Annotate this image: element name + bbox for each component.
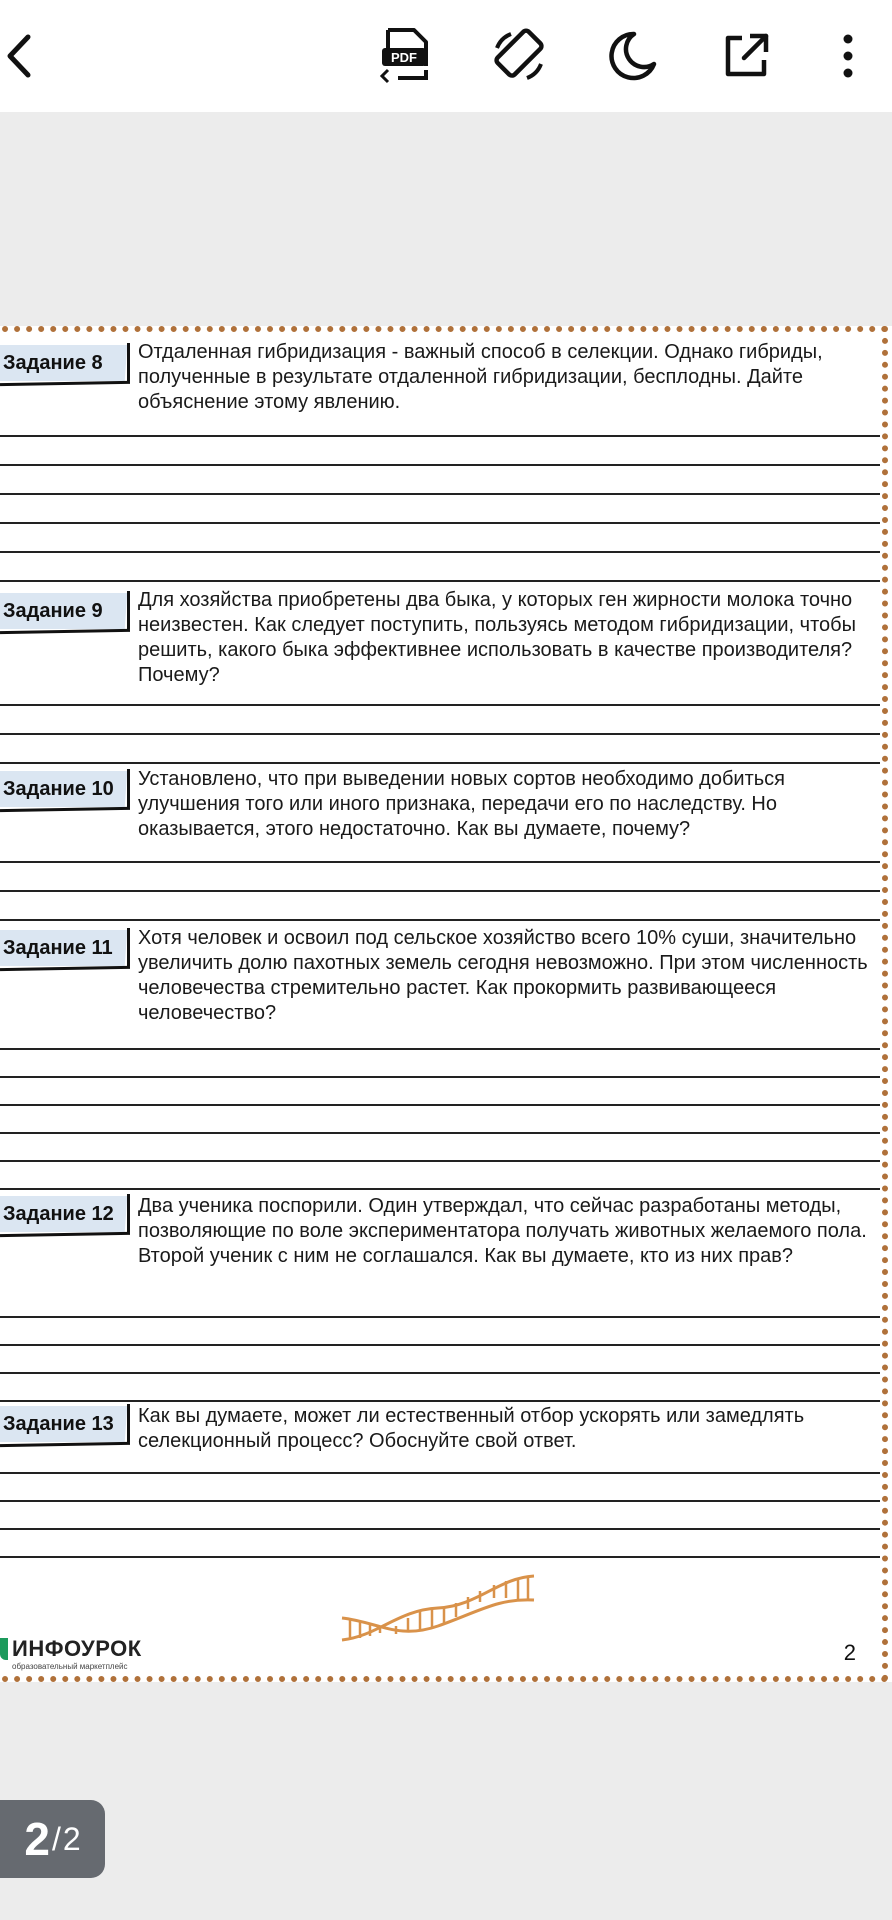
answer-line (0, 890, 880, 892)
task-label-text: Задание 10 (3, 777, 114, 800)
answer-line (0, 1076, 880, 1078)
top-toolbar (0, 0, 892, 112)
task-text-9: Для хозяйства приобретены два быка, у которых ген жирности молока точно неизвестен. Как следует поступить, пользуясь методом гибридизации, чтобы решить, какого быка эффективнее использовать в качестве производителя? Почему? (138, 589, 856, 686)
task-text-12: Два ученика поспорили. Один утверждал, что сейчас разработаны методы, позволяющие по воле экспериментатора получать животных желаемого пола. Второй ученик с ним не соглашался. Как вы думаете, кто из них прав? (138, 1195, 867, 1267)
rotate-screen-icon (489, 26, 549, 86)
back-button[interactable] (0, 16, 60, 96)
answer-line (0, 435, 880, 437)
moon-icon (604, 28, 660, 84)
document-page[interactable] (0, 326, 892, 1682)
answer-line (0, 1048, 880, 1050)
page-number: 2 (843, 1640, 856, 1665)
task-label-13 (0, 1404, 130, 1444)
current-page: 2 (24, 1813, 50, 1865)
answer-line (0, 464, 880, 466)
answer-line (0, 580, 880, 582)
answer-line (0, 551, 880, 553)
answer-line (0, 1528, 880, 1530)
task-label-text: Задание 11 (3, 936, 113, 959)
answer-line (0, 1472, 880, 1474)
page-indicator[interactable] (0, 1800, 105, 1878)
answer-line (0, 1316, 880, 1318)
chevron-left-icon (0, 31, 40, 81)
task-label-text: Задание 12 (3, 1202, 114, 1225)
task-label-10 (0, 769, 130, 809)
task-label-12 (0, 1194, 130, 1234)
task-label-11 (0, 928, 130, 968)
infourok-logo (0, 1636, 200, 1680)
open-external-icon (720, 30, 772, 82)
task-label-text: Задание 13 (3, 1412, 114, 1435)
task-label-text: Задание 8 (3, 351, 103, 374)
task-label-8 (0, 343, 130, 383)
answer-line (0, 861, 880, 863)
rotate-button[interactable] (479, 16, 559, 96)
answer-line (0, 1344, 880, 1346)
more-button[interactable] (808, 16, 888, 96)
task-text-11: Хотя человек и освоил под сельское хозяйство всего 10% суши, значительно увеличить долю пахотных земель сегодня невозможно. При этом численность человечества стремительно растет. Как прокормить развивающееся человечество? (138, 927, 868, 1024)
task-text-13: Как вы думаете, может ли естественный отбор ускорять или замедлять селекционный процесс? Обоснуйте свой ответ. (138, 1405, 805, 1452)
answer-line (0, 1188, 880, 1190)
answer-line (0, 1500, 880, 1502)
answer-line (0, 522, 880, 524)
answer-line (0, 493, 880, 495)
open-external-button[interactable] (706, 16, 786, 96)
task-label-text: Задание 9 (3, 599, 103, 622)
night-mode-button[interactable] (592, 16, 672, 96)
task-text-8: Отдаленная гибридизация - важный способ в селекции. Однако гибриды, полученные в результате отдаленной гибридизации, бесплодны. Дайте объяснение этому явлению. (138, 341, 823, 413)
answer-line (0, 733, 880, 735)
answer-line (0, 704, 880, 706)
answer-line (0, 1556, 880, 1558)
task-label-9 (0, 591, 130, 631)
more-vertical-icon (838, 31, 858, 81)
answer-line (0, 1104, 880, 1106)
page-separator: / (51, 1820, 61, 1857)
pdf-export-icon (376, 26, 432, 86)
pdf-button[interactable] (364, 16, 444, 96)
logo-subtitle: образовательный маркетплейс (12, 1662, 128, 1671)
answer-line (0, 1400, 880, 1402)
answer-line (0, 919, 880, 921)
total-pages: 2 (62, 1820, 81, 1857)
answer-line (0, 1160, 880, 1162)
logo-text: ИНФОУРОК (12, 1636, 142, 1661)
pdf-icon-text: PDF (391, 50, 417, 65)
dna-icon (338, 1570, 538, 1650)
answer-line (0, 762, 880, 764)
answer-line (0, 1372, 880, 1374)
answer-line (0, 1132, 880, 1134)
task-text-10: Установлено, что при выведении новых сортов необходимо добиться улучшения того или иного признака, передачи его по наследству. Но оказывается, этого недостаточно. Как вы думаете, почему? (138, 768, 786, 840)
logo-mark (0, 1638, 8, 1660)
